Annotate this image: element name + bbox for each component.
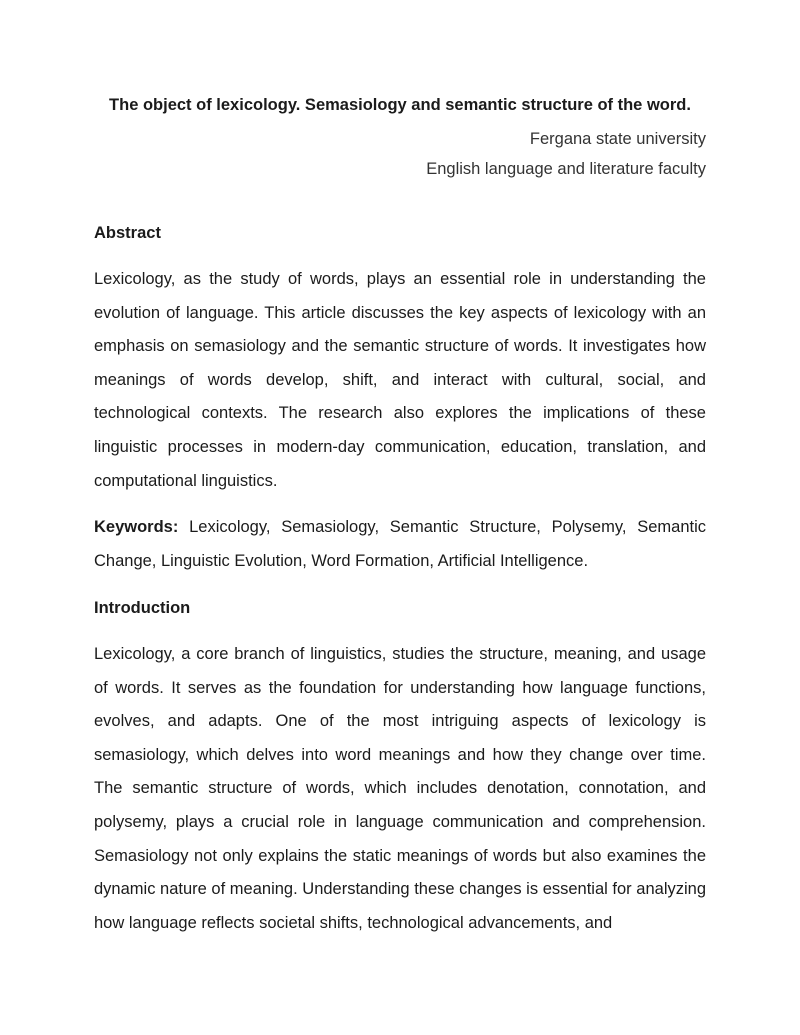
- abstract-heading: Abstract: [94, 224, 161, 242]
- introduction-heading: Introduction: [94, 599, 191, 617]
- document-page: [94, 0, 706, 1035]
- document-title: The object of lexicology. Semasiology and semantic structure of the word.: [109, 96, 691, 114]
- affiliation-faculty: English language and literature faculty: [426, 160, 706, 178]
- keywords-paragraph: [94, 511, 706, 578]
- introduction-text: Lexicology, a core branch of linguistics, studies the structure, meaning, and usage of words. It serves as the foundation for understanding how language functions, evolves, and adapts. One of the most intriguing aspects of lexicology is semasiology, which delves into word meanings and how they change over time. The semantic structure of words, which includes denotation, connotation, and polysemy, plays a crucial role in language communication and comprehension. Semasiology not only explains the static meanings of words but also examines the dynamic nature of meaning. Understanding these changes is essential for analyzing how language reflects societal shifts, technological advancements, and: [94, 645, 706, 932]
- affiliation-university: Fergana state university: [529, 130, 706, 148]
- keywords-label: Keywords:: [94, 518, 179, 536]
- abstract-text: Lexicology, as the study of words, plays an essential role in understanding the evolution of language. This article discusses the key aspects of lexicology with an emphasis on semasiology and the semantic structure of words. It investigates how meanings of words develop, shift, and interact with cultural, social, and technological contexts. The research also explores the implications of these linguistic processes in modern-day communication, education, translation, and computational linguistics.: [94, 270, 706, 490]
- keywords-text: Lexicology, Semasiology, Semantic Structure, Polysemy, Semantic Change, Linguistic Evolution, Word Formation, Artificial Intelligence.: [94, 518, 706, 570]
